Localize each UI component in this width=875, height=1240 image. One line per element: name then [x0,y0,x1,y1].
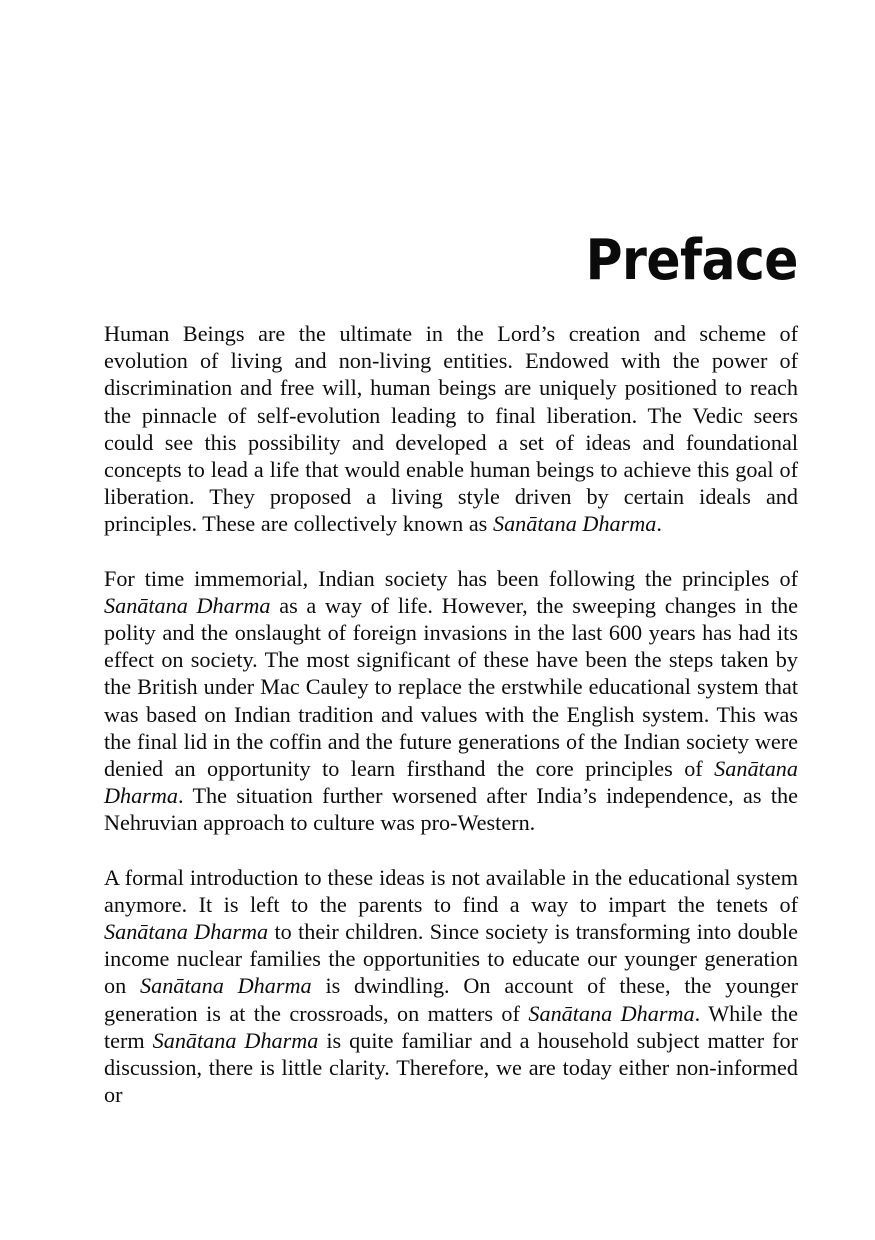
text-run: For time immemorial, Indian society has been following the principles of [104,565,798,591]
page-content [104,0,798,1240]
text-run: is quite familiar and a household subject matter for discussion, there is little clarity. Therefore, we are today either non-informed or [104,1027,798,1108]
text-run: A formal introduction to these ideas is not available in the educational system anymore. It is left to the parents to find a way to impart the tenets of [104,864,798,917]
italic-term: Sanātana Dharma [528,1000,695,1026]
text-run: . The situation further worsened after India’s independence, as the Nehruvian approach to culture was pro-Western. [104,783,798,836]
paragraph-2 [104,565,798,837]
italic-term: Sanātana Dharma [152,1027,319,1053]
text-run: . [656,511,662,537]
text-run: to their children. Since society is transforming into double income nuclear families the opportunities to educate our younger generation on [104,919,799,999]
page-title: Preface [585,227,798,293]
text-run: as a way of life. However, the sweeping changes in the polity and the onslaught of foreign invasions in the last 600 years has had its effect on society. The most significant of these have been the steps taken by the British under Mac Cauley to replace the erstwhile educational system that was based on Indian tradition and values with the English system. This was the final lid in the coffin and the future generations of the Indian society were denied an opportunity to learn firsthand the core principles of [104,592,798,782]
paragraph-3 [104,864,798,1109]
body-text [104,320,798,1108]
italic-term: Sanātana Dharma [104,592,271,618]
italic-term: Sanātana Dharma [492,511,657,537]
text-run: . While the term [104,1000,798,1053]
paragraph-1 [104,320,798,538]
text-run: is dwindling. On account of these, the younger generation is at the crossroads, on matters of [104,973,799,1026]
italic-term: Sanātana Dharma [104,756,798,809]
text-run: Human Beings are the ultimate in the Lord’s creation and scheme of evolution of living and non-living entities. Endowed with the power of discrimination and free will, human beings are uniquely positioned to reach the pinnacle of self-evolution leading to final liberation. The Vedic seers could see this possibility and developed a set of ideas and foundational concepts to lead a life that would enable human beings to achieve this goal of liberation. They proposed a living style driven by certain ideals and principles. These are collectively known as [104,321,798,537]
italic-term: Sanātana Dharma [140,973,312,999]
italic-term: Sanātana Dharma [104,919,269,945]
